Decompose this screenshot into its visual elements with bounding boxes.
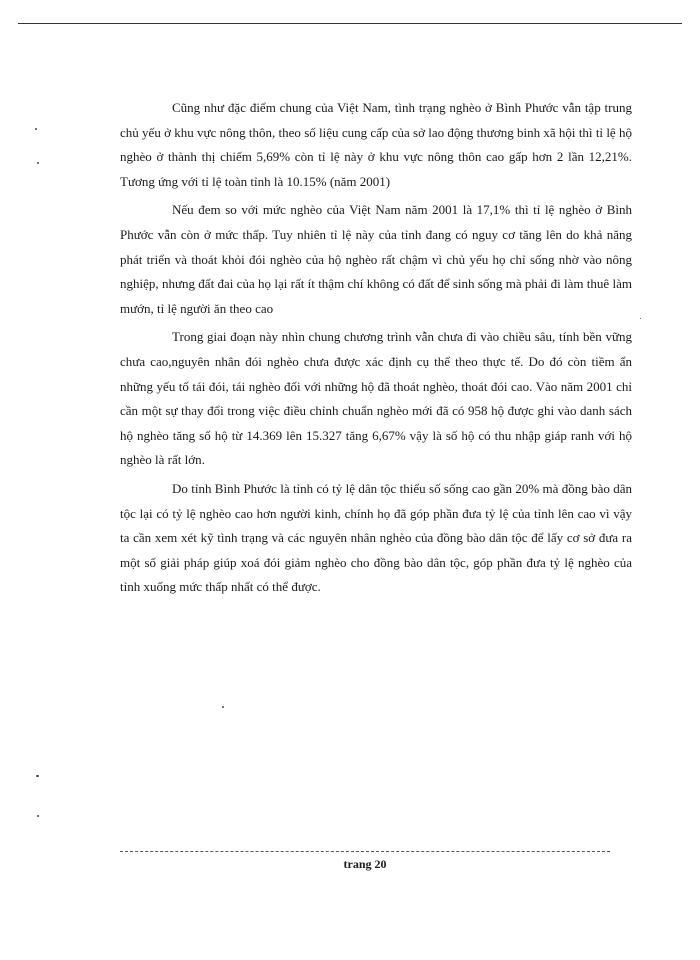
header-rule (18, 23, 682, 24)
page-number: trang 20 (343, 857, 387, 871)
document-body (120, 96, 632, 600)
scan-speck (35, 128, 37, 130)
footer-rule (120, 851, 610, 852)
scan-speck (222, 706, 224, 708)
scan-speck (36, 775, 39, 777)
scan-speck (37, 162, 39, 164)
paragraph-3: Trong giai đoạn này nhìn chung chương trình vẫn chưa đi vào chiều sâu, tính bền vững chưa cao,nguyên nhân đói nghèo chưa được xác định cụ thể theo thực tế. Do đó còn tiềm ẩn những yếu tố tái đói, tái nghèo đối với những hộ đã thoát nghèo, thoát đói cao. Vào năm 2001 chỉ cần một sự thay đổi trong việc điều chỉnh chuẩn nghèo mới đã có 958 hộ được ghi vào danh sách hộ nghèo tăng số hộ từ 14.369 lên 15.327 tăng 6,67% vậy là số hộ có thu nhập giáp ranh với hộ nghèo là rất lớn. (120, 329, 632, 468)
scan-speck (640, 318, 641, 319)
paragraph-4: Do tỉnh Bình Phước là tỉnh có tỷ lệ dân tộc thiểu số sống cao gần 20% mà đồng bào dân tộc lại có tỷ lệ nghèo cao hơn người kinh, chính họ đã góp phần đưa tỷ lệ của tỉnh lên cao vì vậy ta cần xem xét kỹ tình trạng và các nguyên nhân nghèo của đồng bào dân tộc để lấy cơ sở đưa ra một số giải pháp giúp xoá đói giảm nghèo cho đồng bào dân tộc, góp phần đưa tỷ lệ nghèo của tỉnh xuống mức thấp nhất có thể được. (120, 480, 632, 595)
paragraph-1: Cũng như đặc điểm chung của Việt Nam, tình trạng nghèo ở Bình Phước vẫn tập trung chủ yếu ở khu vực nông thôn, theo số liệu cung cấp của sở lao động thương binh xã hội thì tỉ lệ hộ nghèo ở thành thị chiếm 5,69% còn tỉ lệ này ở khu vực nông thôn cao gấp hơn 2 lần 12,21%. Tương ứng với tỉ lệ toàn tỉnh là 10.15% (năm 2001) (120, 100, 632, 189)
scan-speck (37, 815, 39, 817)
paragraph-2: Nếu đem so với mức nghèo của Việt Nam năm 2001 là 17,1% thì tỉ lệ nghèo ở Bình Phước vẫn còn ở mức thấp. Tuy nhiên tỉ lệ này của tỉnh đang có nguy cơ tăng lên do khả năng phát triển và thoát khỏi đói nghèo của hộ nghèo rất chậm vì chủ yếu họ chỉ sống nhờ vào nông nghiệp, nhưng đất đai của họ lại rất ít thậm chí không có đất để sinh sống mà phải đi làm thuê làm mướn, tỉ lệ người ăn theo cao (120, 202, 632, 316)
